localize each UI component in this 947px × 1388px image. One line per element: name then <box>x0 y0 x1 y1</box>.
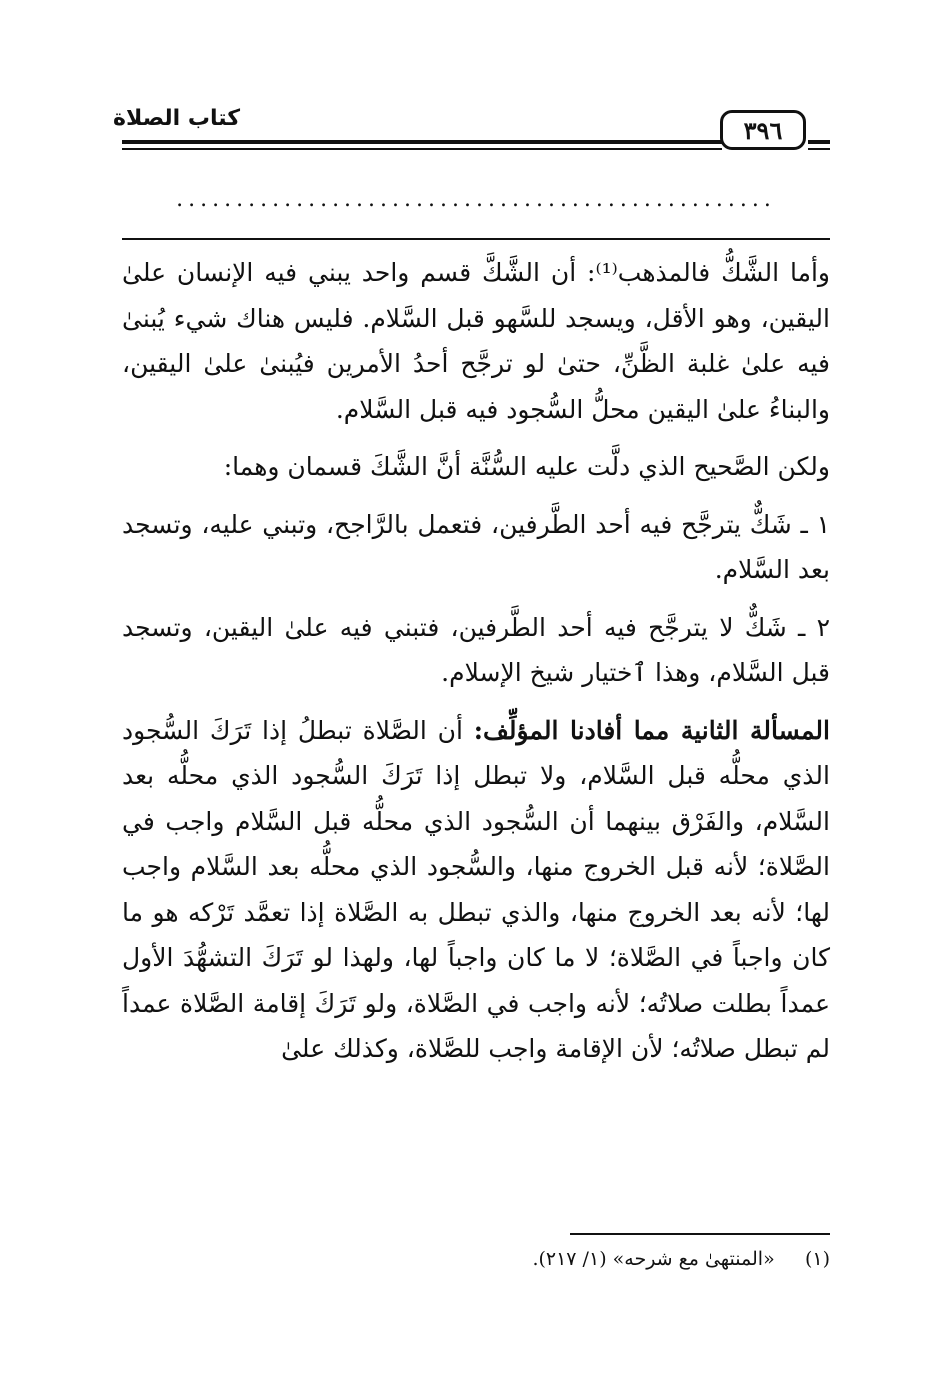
body-text <box>122 250 830 1072</box>
paragraph <box>122 444 830 490</box>
footnote-marker: (١) <box>804 1248 830 1270</box>
paragraph <box>122 502 830 593</box>
paragraph-text: ١ ـ شَكٌّ يترجَّح فيه أحد الطَّرفين، فتعمل بالرَّاجح، وتبني عليه، وتسجد بعد السَّلام. <box>122 509 830 584</box>
page-number-box <box>720 110 806 150</box>
paragraph-text: وأما الشَّكُّ فالمذهب⁽¹⁾: أن الشَّكَّ قسم واحد يبني فيه الإنسان علىٰ اليقين، وهو الأقل، ويسجد للسَّهو قبل السَّلام. فليس هناك شيء يُبنىٰ فيه علىٰ غلبة الظَّنِّ، حتىٰ لو ترجَّح أحدُ الأمرين فيُبنىٰ علىٰ اليقين، والبناءُ علىٰ اليقين محلُّ السُّجود فيه قبل السَّلام. <box>122 258 830 424</box>
separator-line <box>122 238 830 240</box>
footnote <box>122 1244 830 1274</box>
paragraph-lead: المسألة الثانية مما أفادنا المؤلِّف: <box>473 715 830 745</box>
header-rule-right-thin <box>808 148 830 150</box>
paragraph-text: ولكن الصَّحيح الذي دلَّت عليه السُّنَّة أنَّ الشَّكَ قسمان وهما: <box>223 452 830 481</box>
page-number: ٣٩٦ <box>743 115 783 145</box>
footnote-text: «المنتهىٰ مع شرحه» (١/ ٢١٧). <box>532 1248 775 1270</box>
paragraph-text: أن الصَّلاة تبطلُ إذا تَرَكَ السُّجود الذي محلُّه قبل السَّلام، ولا تبطل إذا تَرَكَ السُّجود الذي محلُّه بعد السَّلام، والفَرْق بينهما أن السُّجود الذي محلُّه قبل السَّلام واجب في الصَّلاة؛ لأنه قبل الخروج منها، والسُّجود الذي محلُّه بعد السَّلام واجب لها؛ لأنه بعد الخروج منها، والذي تبطل به الصَّلاة إذا تعمَّد تَرْكه هو ما كان واجباً في الصَّلاة؛ لا ما كان واجباً لها، ولهذا لو تَرَكَ التشهُّدَ الأول عمداً بطلت صلاتُه؛ لأنه واجب في الصَّلاة، ولو تَرَكَ إقامة الصَّلاة عمداً لم تبطل صلاتُه؛ لأن الإقامة واجب للصَّلاة، وكذلك علىٰ <box>122 715 830 1063</box>
header-rule-thick <box>122 140 722 144</box>
paragraph <box>122 708 830 1072</box>
header-rule-thin <box>122 148 722 150</box>
header-rule-right-thick <box>808 140 830 144</box>
page-header <box>113 98 830 158</box>
paragraph <box>122 605 830 696</box>
dotted-separator: .................................................. <box>176 188 776 212</box>
paragraph-text: ٢ ـ شَكٌّ لا يترجَّح فيه أحد الطَّرفين، فتبني فيه علىٰ اليقين، وتسجد قبل السَّلام، وهذا ٱختيار شيخ الإسلام. <box>122 612 830 687</box>
paragraph <box>122 250 830 432</box>
book-title: كتاب الصلاة <box>113 106 240 131</box>
footnote-separator <box>570 1233 830 1235</box>
